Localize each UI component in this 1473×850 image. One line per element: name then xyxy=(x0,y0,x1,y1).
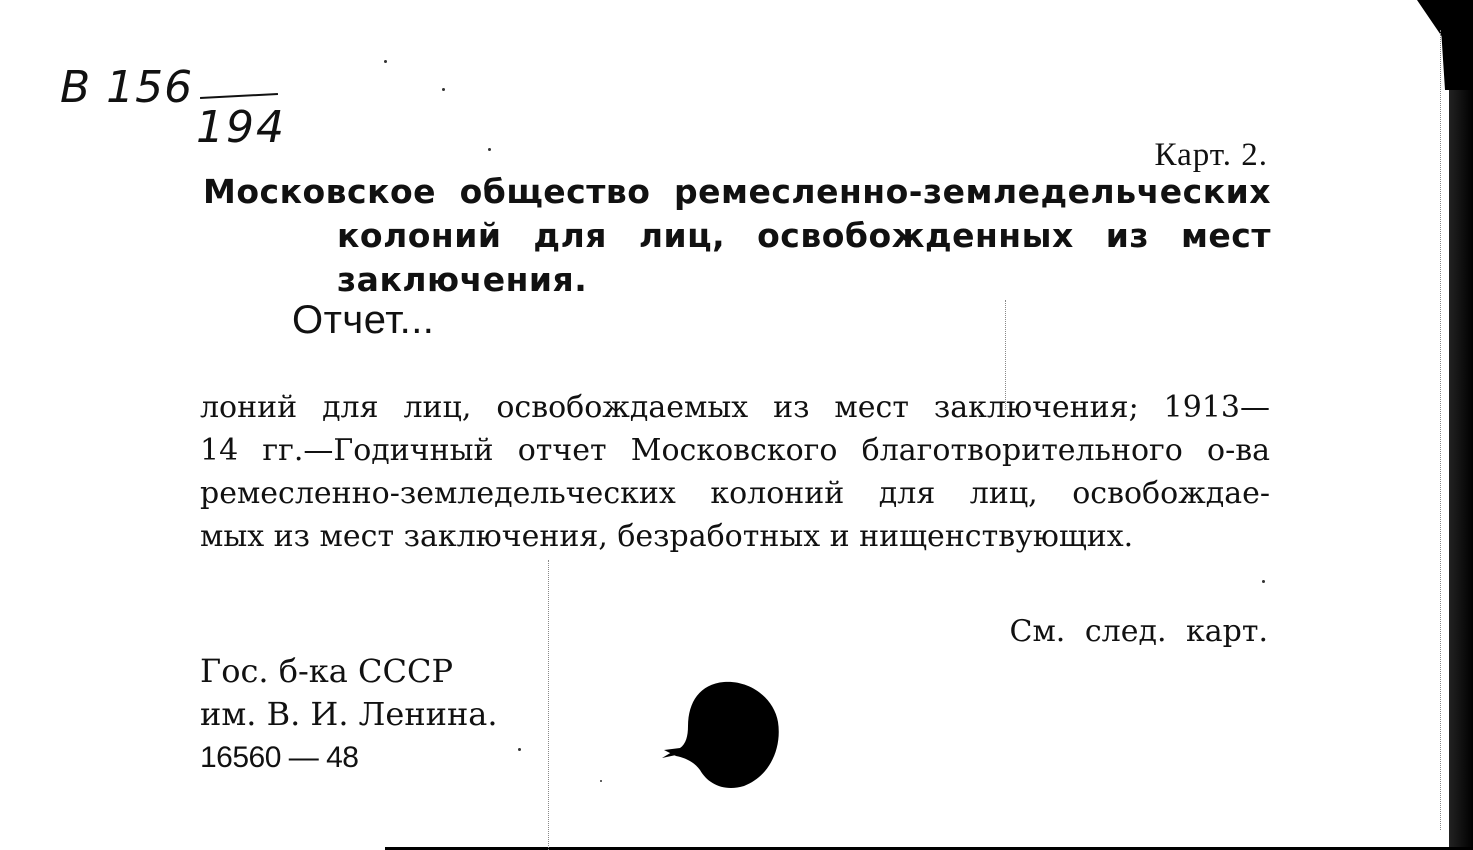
description-line: мых из мест заключения, безработных и нищенствующих. xyxy=(200,519,1134,554)
title-line: колоний для лиц, освобожденных из мест xyxy=(337,216,1271,255)
scan-speck xyxy=(488,148,491,151)
handwritten-number: 194 xyxy=(196,102,286,153)
scan-speck xyxy=(1262,580,1265,583)
scan-speck xyxy=(384,60,387,63)
see-next-card-note: См. след. карт. xyxy=(1009,614,1268,649)
library-dedication: им. В. И. Ленина. xyxy=(200,695,498,733)
scan-speck xyxy=(600,780,602,782)
scan-fold-line xyxy=(1440,30,1441,830)
card-title xyxy=(203,170,1271,302)
library-name: Гос. б-ка СССР xyxy=(200,652,454,690)
description-line: ремесленно-земледельческих колоний для лиц, освобождае- xyxy=(200,476,1270,511)
card-description xyxy=(200,386,1270,558)
scan-fold-line xyxy=(548,560,549,850)
ink-blot-icon xyxy=(662,678,780,790)
title-line: Московское общество ремесленно-земледельческих xyxy=(203,172,1271,211)
scan-speck xyxy=(442,88,445,91)
handwritten-underline xyxy=(200,93,278,99)
library-code: 16560 — 48 xyxy=(200,741,359,774)
description-line: 14 гг.—Годичный отчет Московского благотворительного о-ва xyxy=(200,433,1270,468)
scan-corner xyxy=(1403,0,1473,90)
library-stamp xyxy=(200,650,498,779)
handwritten-shelf-code: В 156 xyxy=(60,62,194,113)
scan-edge-right xyxy=(1443,0,1473,850)
scan-speck xyxy=(518,748,521,751)
description-line: лоний для лиц, освобождаемых из мест заключения; 1913— xyxy=(200,390,1270,425)
card-number: Карт. 2. xyxy=(1154,137,1268,173)
title-line: заключения. xyxy=(337,260,588,299)
card-subtitle: Отчет... xyxy=(292,298,435,342)
